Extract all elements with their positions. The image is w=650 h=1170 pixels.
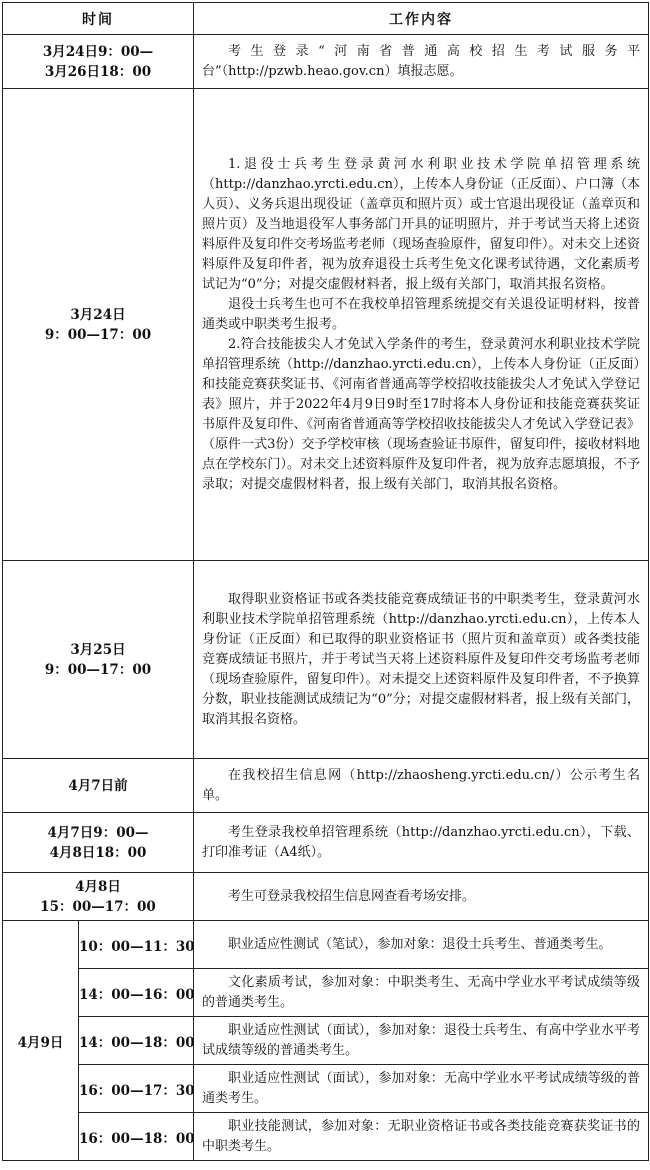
content-paragraph: 考生登录“河南省普通高校招生考试服务平台”（http://pzwb.heao.gov.cn）填报志愿。	[202, 43, 640, 79]
table-row	[3, 35, 649, 89]
content-paragraph: 退役士兵考生也可不在我校单招管理系统提交有关退役证明材料，按普通类或中职类考生报考。	[202, 296, 640, 332]
table-row	[3, 89, 649, 561]
slot-time: 10：00—11：30	[79, 921, 194, 969]
content-paragraph: 职业技能测试，参加对象：无职业资格证书或各类技能竞赛获奖证书的中职类考生。	[202, 1118, 640, 1154]
content-paragraph: 2.符合技能拔尖人才免试入学条件的考生，登录黄河水利职业技术学院单招管理系统（http://danzhao.yrcti.edu.cn），上传本人身份证（正反面）和技能竞赛获奖证书、《河南省普通高等学校招收技能拔尖人才免试入学登记表》照片，并于2022年4月9日9时至17时将本人身份证和技能竞赛获奖证书原件及复印件、《河南省普通高等学校招收技能拔尖人才免试入学登记表》（原件一式3份）交予学校审核（现场查验证书原件，留复印件，接收材料地点在学校东门）。对未交上述资料原件及复印件者，视为放弃志愿填报，不予录取；对提交虚假材料者，报上级有关部门，取消其报名资格。	[202, 336, 640, 492]
row-time: 3月24日9：00— 3月26日18：00	[3, 35, 194, 89]
content-paragraph: 职业适应性测试（面试），参加对象：无高中学业水平考试成绩等级的普通类考生。	[202, 1070, 640, 1106]
row-time: 4月7日9：00— 4月8日18：00	[3, 813, 194, 873]
table-row	[3, 561, 649, 759]
row-time: 3月24日 9：00—17：00	[3, 89, 194, 561]
content-paragraph: 考生登录我校单招管理系统（http://danzhao.yrcti.edu.cn），下载、打印准考证（A4纸）。	[202, 824, 640, 860]
row-content	[194, 561, 649, 759]
slot-content	[194, 969, 649, 1017]
slot-time: 16：00—17：30	[79, 1065, 194, 1113]
header-time: 时间	[3, 3, 194, 35]
content-paragraph: 1.退役士兵考生登录黄河水利职业技术学院单招管理系统（http://danzhao.yrcti.edu.cn），上传本人身份证（正反面）、户口簿（本人页）、义务兵退出现役证（盖章页和照片页）或士官退出现役证（盖章页和照片页）及当地退役军人事务部门开具的证明照片，并于考试当天将上述资料原件及复印件交考场监考老师（现场查验原件，留复印件）。对未交上述资料原件及复印件者，视为放弃退役士兵考生免文化课考试待遇，文化素质考试记为“0”分；对提交虚假材料者，报上级有关部门，取消其报名资格。	[202, 156, 640, 292]
table-row	[3, 1113, 649, 1161]
table-row	[3, 921, 649, 969]
content-paragraph: 取得职业资格证书或各类技能竞赛成绩证书的中职类考生，登录黄河水利职业技术学院单招管理系统（http://danzhao.yrcti.edu.cn），上传本人身份证（正反面）和已取得的职业资格证书（照片页和盖章页）或各类技能竞赛成绩证书照片，并于考试当天将上述资料原件及复印件交考场监考老师（现场查验原件，留复印件）。对未提交上述资料原件及复印件者，不予换算分数，职业技能测试成绩记为“0”分；对提交虚假材料者，报上级有关部门，取消其报名资格。	[202, 591, 640, 727]
slot-content	[194, 921, 649, 969]
table-row	[3, 969, 649, 1017]
content-paragraph: 职业适应性测试（笔试），参加对象：退役士兵考生、普通类考生。	[228, 936, 612, 952]
table-row	[3, 873, 649, 921]
schedule-table	[2, 2, 649, 1161]
table-row	[3, 1065, 649, 1113]
slot-content	[194, 1113, 649, 1161]
row-time: 4月8日 15：00—17：00	[3, 873, 194, 921]
row-content	[194, 759, 649, 813]
row-time: 3月25日 9：00—17：00	[3, 561, 194, 759]
content-paragraph: 职业适应性测试（面试），参加对象：退役士兵考生、有高中学业水平考试成绩等级的普通类考生。	[202, 1022, 640, 1058]
row-content	[194, 813, 649, 873]
row-content	[194, 89, 649, 561]
slot-time: 14：00—18：00	[79, 1017, 194, 1065]
row-content	[194, 35, 649, 89]
content-paragraph: 在我校招生信息网（http://zhaosheng.yrcti.edu.cn/）公示考生名单。	[202, 767, 640, 803]
slot-time: 14：00—16：00	[79, 969, 194, 1017]
content-paragraph: 考生可登录我校招生信息网查看考场安排。	[228, 888, 476, 904]
table-header	[3, 3, 649, 35]
table-row	[3, 759, 649, 813]
header-content: 工作内容	[194, 3, 649, 35]
table-row	[3, 813, 649, 873]
table-row	[3, 1017, 649, 1065]
slot-content	[194, 1065, 649, 1113]
row-time: 4月7日前	[3, 759, 194, 813]
slot-time: 16：00—18：00	[79, 1113, 194, 1161]
row-content	[194, 873, 649, 921]
slot-content	[194, 1017, 649, 1065]
content-paragraph: 文化素质考试，参加对象：中职类考生、无高中学业水平考试成绩等级的普通类考生。	[202, 974, 640, 1010]
day-label: 4月9日	[3, 921, 79, 1161]
